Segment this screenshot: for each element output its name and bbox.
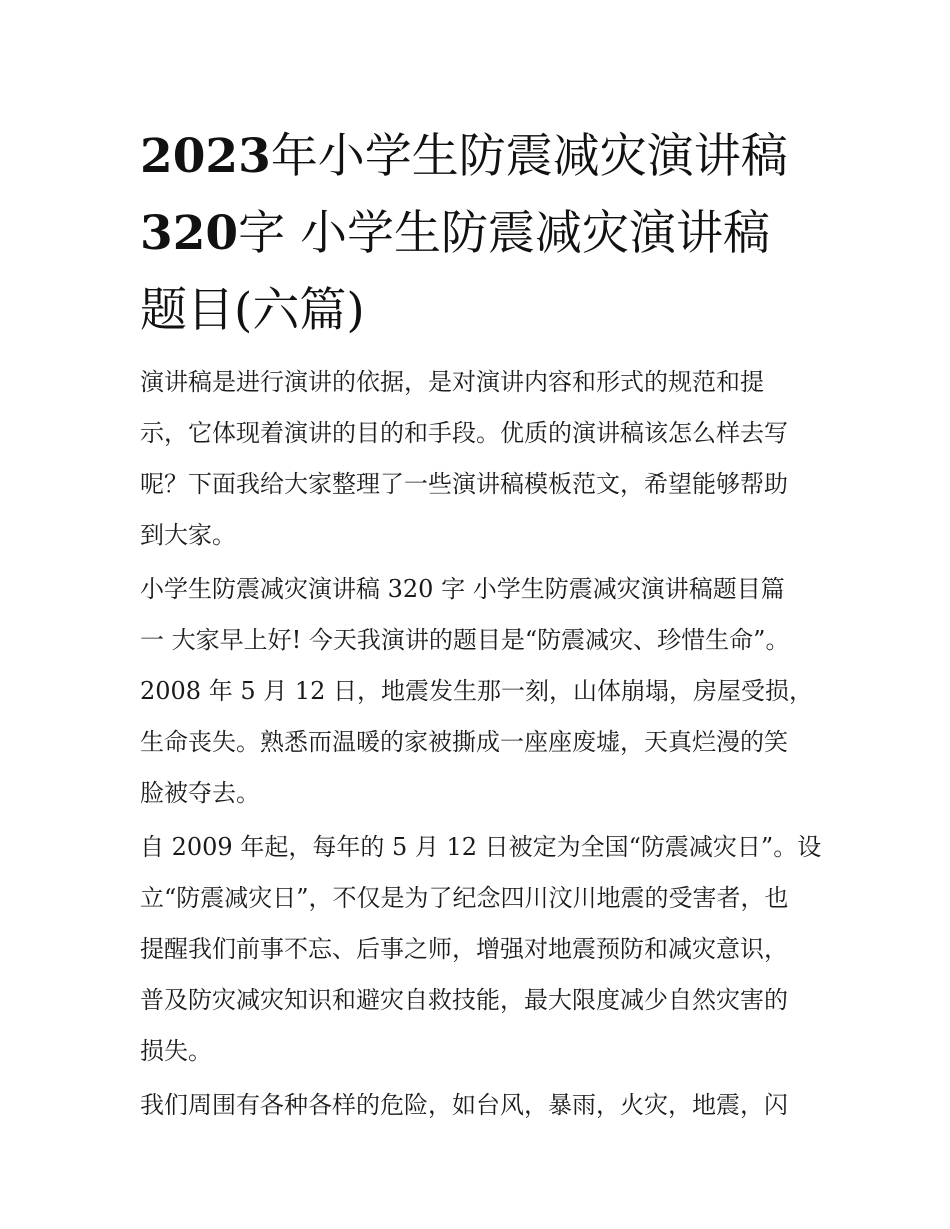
document-title [140, 118, 820, 349]
text-line: 损失。 [140, 1037, 212, 1065]
title-text: 字 小学生防震减灾演讲稿 [238, 206, 771, 261]
title-text: 题目(六篇) [140, 283, 365, 338]
text-line: 脸被夺去。 [140, 779, 260, 807]
paragraph-dangers [140, 1080, 830, 1131]
text-line: 小学生防震减灾演讲稿 320 字 小学生防震减灾演讲稿题目篇 [140, 575, 785, 603]
text-line: 我们周围有各种各样的危险，如台风，暴雨，火灾，地震，闪 [140, 1091, 788, 1119]
paragraph-disaster-day [140, 822, 830, 1077]
paragraph-speech-one [140, 564, 830, 819]
text-line: 2008 年 5 月 12 日，地震发生那一刻，山体崩塌，房屋受损， [140, 677, 814, 705]
text-line: 提醒我们前事不忘、后事之师，增强对地震预防和减灾意识， [140, 935, 788, 963]
text-line: 演讲稿是进行演讲的依据，是对演讲内容和形式的规范和提 [140, 368, 764, 396]
text-line: 一 大家早上好! 今天我演讲的题目是“防震减灾、珍惜生命”。 [140, 626, 790, 654]
text-line: 到大家。 [140, 521, 236, 549]
title-text: 年小学生防震减灾演讲稿 [270, 129, 788, 184]
text-line: 示，它体现着演讲的目的和手段。优质的演讲稿该怎么样去写 [140, 419, 788, 447]
text-line: 呢？下面我给大家整理了一些演讲稿模板范文，希望能够帮助 [140, 470, 788, 498]
text-line: 普及防灾减灾知识和避灾自救技能，最大限度减少自然灾害的 [140, 986, 788, 1014]
title-line [140, 272, 820, 349]
title-number: 2023 [140, 129, 271, 184]
title-line [140, 195, 820, 272]
text-line: 自 2009 年起，每年的 5 月 12 日被定为全国“防震减灾日”。设 [140, 833, 822, 861]
document-body [140, 357, 830, 1134]
title-number: 320 [140, 206, 239, 261]
text-line: 立“防震减灾日”，不仅是为了纪念四川汶川地震的受害者，也 [140, 884, 789, 912]
title-line [140, 118, 820, 195]
paragraph-intro [140, 357, 830, 561]
text-line: 生命丧失。熟悉而温暖的家被撕成一座座废墟，天真烂漫的笑 [140, 728, 788, 756]
